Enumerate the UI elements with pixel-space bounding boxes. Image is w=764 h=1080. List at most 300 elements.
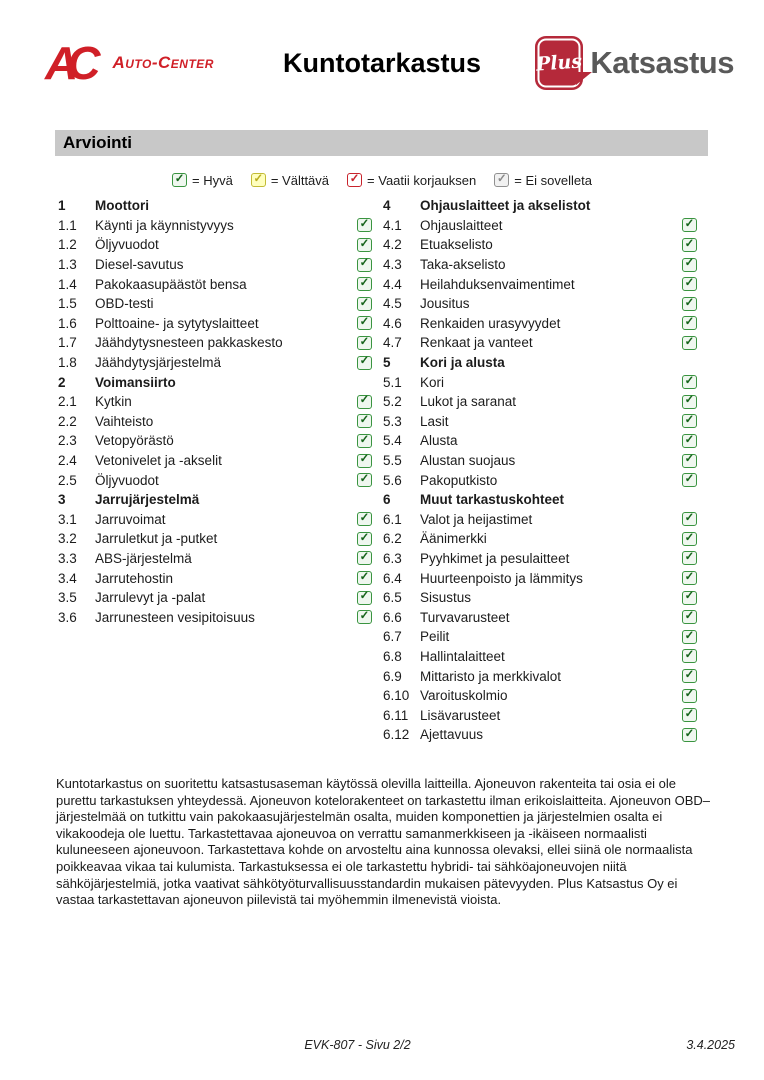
item-number: 4 [383, 198, 391, 214]
item-number: 4.7 [383, 335, 402, 351]
auto-center-logo-icon: AC [45, 37, 90, 89]
item-label: Jarrutehostin [95, 570, 174, 586]
item-label: Jarrulevyt ja -palat [95, 590, 206, 606]
checklist-row [58, 216, 374, 236]
checklist-row [58, 510, 374, 530]
status-checkbox-good[interactable] [357, 277, 372, 291]
checklist-row [383, 216, 699, 236]
item-status-cell [682, 728, 699, 742]
check-icon: ✓ [359, 237, 370, 250]
item-number: 3.6 [58, 609, 77, 625]
item-status-cell [682, 532, 699, 546]
item-label: Käynti ja käynnistyvyys [95, 217, 234, 233]
check-icon: ✓ [684, 433, 695, 446]
item-label: Alusta [420, 433, 458, 449]
checklist-section-row [58, 490, 374, 510]
item-status-cell [357, 316, 374, 330]
checklist-row [383, 470, 699, 490]
check-icon: ✓ [359, 316, 370, 329]
item-label: Valot ja heijastimet [420, 511, 533, 527]
item-status-cell [682, 551, 699, 565]
check-icon: ✓ [684, 257, 695, 270]
item-label: Jarrunesteen vesipitoisuus [95, 609, 255, 625]
checklist-section-row [383, 196, 699, 216]
item-label: Jousitus [420, 296, 470, 312]
item-status-cell [357, 336, 374, 350]
item-status-cell [357, 610, 374, 624]
item-label: Jäähdytysnesteen pakkaskesto [95, 335, 283, 351]
item-label: Alustan suojaus [420, 453, 516, 469]
check-icon: ✓ [359, 355, 370, 368]
item-number: 5.6 [383, 472, 402, 488]
checklist-row [383, 314, 699, 334]
checklist-section-row [383, 353, 699, 373]
item-status-cell [682, 708, 699, 722]
section-header-arviointi: Arviointi [55, 130, 708, 156]
item-label: Taka-akselisto [420, 257, 506, 273]
item-label: Kori ja alusta [420, 355, 505, 371]
check-icon: ✓ [684, 551, 695, 564]
status-checkbox-good[interactable] [682, 414, 697, 428]
item-status-cell [357, 591, 374, 605]
item-label: Pakokaasupäästöt bensa [95, 276, 247, 292]
item-number: 1.3 [58, 257, 77, 273]
page-number: EVK-807 - Sivu 2/2 [304, 1038, 411, 1052]
status-checkbox-na[interactable] [494, 173, 509, 187]
item-number: 1.6 [58, 315, 77, 331]
checklist-section-row [58, 372, 374, 392]
item-status-cell [357, 356, 374, 370]
item-label: Ohjauslaitteet ja akselistot [420, 198, 591, 214]
item-number: 3.1 [58, 511, 77, 527]
item-label: Turvavarusteet [420, 609, 510, 625]
item-label: Lisävarusteet [420, 707, 501, 723]
check-icon: ✓ [359, 296, 370, 309]
item-label: Huurteenpoisto ja lämmitys [420, 570, 583, 586]
item-status-cell [682, 649, 699, 663]
item-number: 6.12 [383, 727, 410, 743]
status-checkbox-good[interactable] [357, 532, 372, 546]
status-checkbox-good[interactable] [357, 395, 372, 409]
item-number: 2.2 [58, 413, 77, 429]
item-label: Öljyvuodot [95, 472, 159, 488]
item-number: 5.4 [383, 433, 402, 449]
check-icon: ✓ [684, 218, 695, 231]
check-icon: ✓ [359, 570, 370, 583]
checklist-row [58, 333, 374, 353]
checklist-row [383, 549, 699, 569]
item-number: 6.11 [383, 707, 409, 723]
checklist-row [383, 372, 699, 392]
status-checkbox-good[interactable] [682, 375, 697, 389]
item-status-cell [357, 238, 374, 252]
legend-label: = Vaatii korjauksen [367, 172, 477, 188]
item-label: Heilahduksenvaimentimet [420, 276, 575, 292]
item-label: Ohjauslaitteet [420, 217, 503, 233]
item-status-cell [357, 297, 374, 311]
legend-item-repair [347, 173, 476, 188]
item-label: Lukot ja saranat [420, 394, 517, 410]
item-number: 1.7 [58, 335, 77, 351]
item-label: Kytkin [95, 394, 132, 410]
item-status-cell [357, 454, 374, 468]
item-label: Vetopyörästö [95, 433, 174, 449]
check-icon: ✓ [359, 590, 370, 603]
checklist-column-left [58, 196, 374, 627]
check-icon: ✓ [359, 512, 370, 525]
check-icon: ✓ [684, 668, 695, 681]
status-checkbox-good[interactable] [682, 689, 697, 703]
status-checkbox-good[interactable] [682, 571, 697, 585]
check-icon: ✓ [684, 649, 695, 662]
item-status-cell [682, 375, 699, 389]
item-number: 5 [383, 355, 391, 371]
item-number: 3 [58, 492, 66, 508]
item-label: Renkaat ja vanteet [420, 335, 533, 351]
check-icon: ✓ [684, 590, 695, 603]
checklist-row [383, 568, 699, 588]
status-checkbox-good[interactable] [682, 434, 697, 448]
item-status-cell [357, 414, 374, 428]
status-checkbox-good[interactable] [682, 297, 697, 311]
check-icon: ✓ [684, 570, 695, 583]
item-number: 6.8 [383, 648, 402, 664]
item-number: 5.5 [383, 453, 402, 469]
checklist-row [383, 235, 699, 255]
checklist-row [58, 353, 374, 373]
item-number: 4.6 [383, 315, 402, 331]
checklist-row [58, 529, 374, 549]
check-icon: ✓ [684, 707, 695, 720]
item-label: Jäähdytysjärjestelmä [95, 355, 222, 371]
checklist-row [58, 588, 374, 608]
item-label: Jarruvoimat [95, 511, 166, 527]
status-checkbox-good[interactable] [357, 238, 372, 252]
item-number: 2 [58, 374, 66, 390]
item-status-cell [357, 277, 374, 291]
check-icon: ✓ [359, 414, 370, 427]
status-checkbox-good[interactable] [357, 258, 372, 272]
item-number: 5.2 [383, 394, 402, 410]
item-status-cell [357, 434, 374, 448]
checklist-row [58, 412, 374, 432]
check-icon: ✓ [684, 472, 695, 485]
status-checkbox-good[interactable] [682, 454, 697, 468]
checklist-row [383, 529, 699, 549]
item-label: ABS-järjestelmä [95, 550, 192, 566]
item-status-cell [682, 277, 699, 291]
checklist-row [383, 588, 699, 608]
item-label: Vetonivelet ja -akselit [95, 453, 222, 469]
legend-label: = Hyvä [192, 172, 233, 188]
plus-katsastus-logo [535, 36, 734, 90]
status-checkbox-good[interactable] [682, 473, 697, 487]
item-label: Voimansiirto [95, 374, 176, 390]
status-checkbox-good[interactable] [682, 238, 697, 252]
plus-badge-icon [535, 36, 583, 90]
status-checkbox-good[interactable] [682, 708, 697, 722]
status-checkbox-good[interactable] [682, 218, 697, 232]
status-checkbox-good[interactable] [682, 649, 697, 663]
item-number: 5.1 [383, 374, 402, 390]
status-checkbox-fair[interactable] [251, 173, 266, 187]
status-checkbox-good[interactable] [357, 218, 372, 232]
status-checkbox-good[interactable] [682, 551, 697, 565]
item-label: Öljyvuodot [95, 237, 159, 253]
checklist-row [58, 235, 374, 255]
checklist-row [383, 725, 699, 745]
item-label: Peilit [420, 629, 450, 645]
item-status-cell [682, 316, 699, 330]
item-label: Jarruletkut ja -putket [95, 531, 218, 547]
checklist-row [383, 255, 699, 275]
item-status-cell [357, 258, 374, 272]
status-checkbox-good[interactable] [682, 395, 697, 409]
item-label: Renkaiden urasyvyydet [420, 315, 561, 331]
status-checkbox-good[interactable] [682, 336, 697, 350]
status-checkbox-good[interactable] [682, 532, 697, 546]
item-number: 4.5 [383, 296, 402, 312]
status-checkbox-good[interactable] [682, 258, 697, 272]
check-icon: ✓ [684, 374, 695, 387]
item-label: Sisustus [420, 590, 472, 606]
checklist-section-row [383, 490, 699, 510]
legend-item-good [172, 173, 233, 188]
item-status-cell [682, 238, 699, 252]
page-title: Kuntotarkastus [282, 48, 482, 78]
check-icon: ✓ [253, 172, 264, 185]
status-checkbox-good[interactable] [682, 512, 697, 526]
legend-item-fair [251, 173, 329, 188]
checklist-row [58, 392, 374, 412]
status-checkbox-good[interactable] [357, 551, 372, 565]
checklist-row [383, 607, 699, 627]
item-status-cell [682, 454, 699, 468]
item-status-cell [682, 591, 699, 605]
checklist-row [58, 255, 374, 275]
status-checkbox-good[interactable] [357, 571, 372, 585]
checklist-section-row [58, 196, 374, 216]
item-status-cell [357, 512, 374, 526]
item-label: Pyyhkimet ja pesulaitteet [420, 550, 570, 566]
status-checkbox-good[interactable] [357, 336, 372, 350]
report-date: 3.4.2025 [686, 1038, 735, 1052]
status-checkbox-good[interactable] [682, 277, 697, 291]
item-label: OBD-testi [95, 296, 154, 312]
item-label: Diesel-savutus [95, 257, 184, 273]
item-status-cell [682, 297, 699, 311]
check-icon: ✓ [359, 257, 370, 270]
check-icon: ✓ [684, 629, 695, 642]
item-status-cell [682, 395, 699, 409]
legend-label: = Välttävä [270, 172, 330, 188]
check-icon: ✓ [359, 218, 370, 231]
check-icon: ✓ [174, 172, 185, 185]
item-label: Mittaristo ja merkkivalot [420, 668, 562, 684]
legend [0, 169, 764, 191]
item-status-cell [682, 473, 699, 487]
check-icon: ✓ [359, 433, 370, 446]
check-icon: ✓ [684, 531, 695, 544]
item-number: 1.8 [58, 355, 77, 371]
checklist-row [383, 686, 699, 706]
item-status-cell [682, 258, 699, 272]
item-label: Muut tarkastuskohteet [420, 492, 565, 508]
legend-label: = Ei sovelleta [514, 172, 592, 188]
check-icon: ✓ [359, 394, 370, 407]
legend-item-na [494, 173, 592, 188]
checklist-row [383, 333, 699, 353]
check-icon: ✓ [496, 172, 507, 185]
item-label: Jarrujärjestelmä [95, 492, 200, 508]
check-icon: ✓ [359, 531, 370, 544]
item-label: Pakoputkisto [420, 472, 498, 488]
item-status-cell [682, 669, 699, 683]
status-checkbox-good[interactable] [682, 610, 697, 624]
status-checkbox-good[interactable] [682, 630, 697, 644]
status-checkbox-repair[interactable] [347, 173, 362, 187]
checklist-row [383, 412, 699, 432]
item-status-cell [682, 218, 699, 232]
checklist-row [383, 294, 699, 314]
status-checkbox-good[interactable] [357, 297, 372, 311]
checklist-row [58, 470, 374, 490]
item-label: Äänimerkki [420, 531, 487, 547]
status-checkbox-good[interactable] [682, 316, 697, 330]
item-number: 1 [58, 198, 66, 214]
item-status-cell [357, 532, 374, 546]
item-number: 4.3 [383, 257, 402, 273]
check-icon: ✓ [359, 276, 370, 289]
check-icon: ✓ [359, 335, 370, 348]
checklist-row [383, 666, 699, 686]
check-icon: ✓ [684, 414, 695, 427]
item-number: 2.3 [58, 433, 77, 449]
item-label: Kori [420, 374, 445, 390]
item-status-cell [682, 630, 699, 644]
checklist-row [383, 274, 699, 294]
item-number: 6 [383, 492, 391, 508]
item-status-cell [357, 571, 374, 585]
item-number: 6.7 [383, 629, 402, 645]
item-number: 4.2 [383, 237, 402, 253]
item-number: 1.4 [58, 276, 77, 292]
status-checkbox-good[interactable] [682, 728, 697, 742]
check-icon: ✓ [684, 688, 695, 701]
item-label: Moottori [95, 198, 149, 214]
item-status-cell [357, 473, 374, 487]
checklist-row [58, 568, 374, 588]
status-checkbox-good[interactable] [357, 356, 372, 370]
check-icon: ✓ [684, 276, 695, 289]
item-label: Etuakselisto [420, 237, 493, 253]
check-icon: ✓ [684, 237, 695, 250]
item-status-cell [682, 610, 699, 624]
check-icon: ✓ [359, 551, 370, 564]
item-label: Polttoaine- ja sytytyslaitteet [95, 315, 259, 331]
status-checkbox-good[interactable] [357, 434, 372, 448]
item-label: Varoituskolmio [420, 688, 508, 704]
checklist-row [383, 647, 699, 667]
checklist-row [58, 314, 374, 334]
item-number: 3.4 [58, 570, 77, 586]
item-status-cell [682, 336, 699, 350]
checklist-row [383, 510, 699, 530]
checklist-row [383, 451, 699, 471]
check-icon: ✓ [359, 472, 370, 485]
status-checkbox-good[interactable] [172, 173, 187, 187]
item-number: 3.3 [58, 550, 77, 566]
status-checkbox-good[interactable] [357, 414, 372, 428]
item-number: 3.2 [58, 531, 77, 547]
disclaimer-text: Kuntotarkastus on suoritettu katsastusaseman käytössä olevilla laitteilla. Ajoneuvon rakenteita tai osia ei ole purettu tarkastuksen yhteydessä. Ajoneuvon kotelorakenteet on tarkastettu ilman erikoislaitteita. Ajoneuvon OBD–järjestelmää on tutkittu vain pakokaasujärjestelmän osalta, muiden komponettien ja järjestelmien osalta ei vikakoodeja ole luettu. Tarkastettavaa ajoneuvoa on verrattu samanmerkkiseen ja -ikäiseen normaalisti kuluneeseen ajoneuvoon. Tarkastettava kohde on arvosteltu aina kunnossa olevaksi, ellei siinä ole normaalista poikkeavaa vikaa tai kulumista. Tarkastuksessa ei ole tarkastettu hybridi- tai sähköajoneuvojen niitä sähköjärjestelmiä, jotka vaativat sähkötyöturvallisuusstandardin mukaisen pätevyyden. Plus Katsastus Oy ei vastaa tarkastettavan ajoneuvon piilevistä tai myöhemmin ilmenevistä vioista. [56, 776, 710, 908]
item-label: Ajettavuus [420, 727, 484, 743]
katsastus-logo-text: Katsastus [590, 45, 734, 80]
status-checkbox-good[interactable] [682, 669, 697, 683]
check-icon: ✓ [684, 394, 695, 407]
item-label: Lasit [420, 413, 449, 429]
status-checkbox-good[interactable] [357, 473, 372, 487]
item-number: 6.6 [383, 609, 402, 625]
checklist-row [58, 274, 374, 294]
status-checkbox-good[interactable] [357, 512, 372, 526]
status-checkbox-good[interactable] [357, 610, 372, 624]
check-icon: ✓ [684, 316, 695, 329]
item-number: 2.1 [58, 394, 77, 410]
check-icon: ✓ [684, 296, 695, 309]
status-checkbox-good[interactable] [357, 316, 372, 330]
plus-badge-text: Plus [535, 50, 584, 76]
auto-center-logo-text: Auto-Center [112, 53, 214, 72]
checklist-row [58, 294, 374, 314]
item-status-cell [682, 571, 699, 585]
checklist-row [58, 607, 374, 627]
check-icon: ✓ [684, 610, 695, 623]
item-status-cell [682, 434, 699, 448]
checklist-column-right [383, 196, 699, 745]
checklist-row [383, 705, 699, 725]
item-status-cell [357, 395, 374, 409]
item-status-cell [682, 512, 699, 526]
status-checkbox-good[interactable] [357, 591, 372, 605]
speech-bubble-tail-icon [576, 72, 592, 85]
item-number: 2.5 [58, 472, 77, 488]
check-icon: ✓ [359, 610, 370, 623]
item-number: 6.1 [383, 511, 402, 527]
status-checkbox-good[interactable] [357, 454, 372, 468]
item-number: 4.4 [383, 276, 402, 292]
check-icon: ✓ [359, 453, 370, 466]
item-number: 1.1 [58, 217, 77, 233]
item-number: 6.3 [383, 550, 402, 566]
check-icon: ✓ [349, 172, 360, 185]
item-label: Hallintalaitteet [420, 648, 505, 664]
item-number: 6.9 [383, 668, 402, 684]
checklist-row [58, 549, 374, 569]
check-icon: ✓ [684, 727, 695, 740]
item-number: 2.4 [58, 453, 77, 469]
status-checkbox-good[interactable] [682, 591, 697, 605]
check-icon: ✓ [684, 453, 695, 466]
checklist-row [58, 451, 374, 471]
item-status-cell [682, 689, 699, 703]
item-number: 6.5 [383, 590, 402, 606]
item-number: 3.5 [58, 590, 77, 606]
item-number: 4.1 [383, 217, 402, 233]
item-number: 6.4 [383, 570, 402, 586]
item-label: Vaihteisto [95, 413, 154, 429]
item-number: 5.3 [383, 413, 402, 429]
